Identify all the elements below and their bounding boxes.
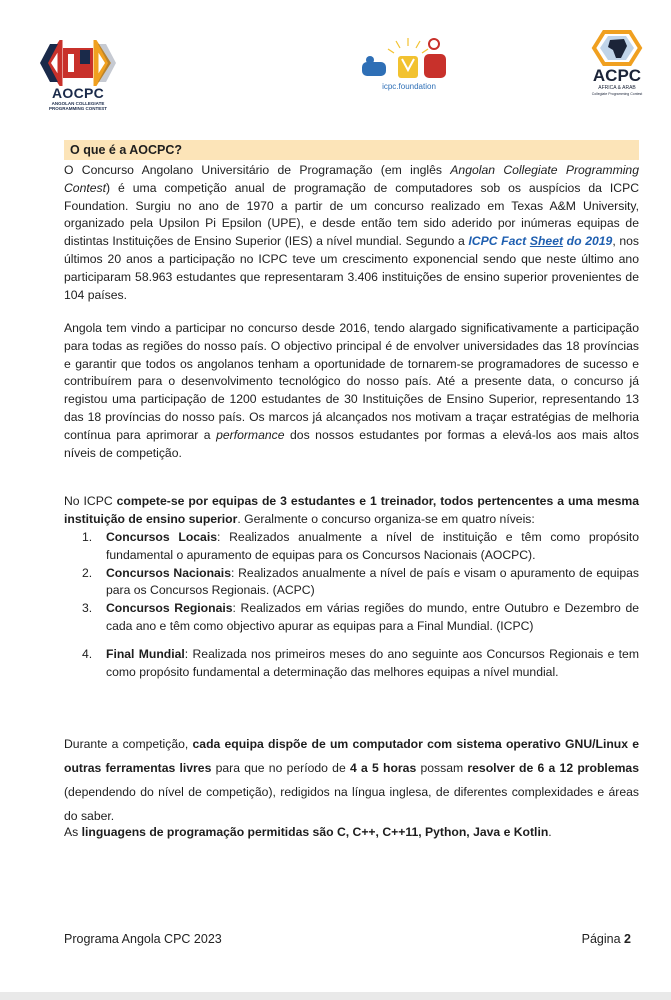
level-title: Concursos Nacionais xyxy=(106,565,231,580)
level-title: Final Mundial xyxy=(106,646,185,661)
text-run: As xyxy=(64,825,82,839)
text-run: . xyxy=(548,825,552,839)
aocpc-logo-line2: PROGRAMMING CONTEST xyxy=(49,106,107,111)
text-run: O Concurso Angolano Universitário de Programação (em inglês xyxy=(64,163,451,177)
level-text: : Realizados anualmente a nível de instituição e têm como propósito fundamental o apuramento de equipas para os Concursos Nacionais (AOCPC). xyxy=(106,530,639,562)
footer-title: Programa Angola CPC 2023 xyxy=(64,932,222,946)
level-title: Concursos Regionais xyxy=(106,601,233,616)
list-item xyxy=(80,600,639,636)
text-run-bold: linguagens de programação permitidas são C, C++, C++11, Python, Java e Kotlin xyxy=(81,825,549,839)
text-run: Angola tem vindo a participar no concurso desde 2016, tendo alargado significativamente a participação para todas as regiões do nosso país. O objectivo principal é de envolver universidades das 18 províncias e garantir que todos os angolanos tenham a oportunidade de tornarem-se programadores de sucesso e contribuírem para o desenvolvimento tecnológico do nosso país. Até a presente data, o concurso já registou uma participação de 1200 estudantes de 30 Instituições de Ensino Superior, representando 13 das 18 províncias do nosso país. Os marcos já alcançados nos motivam a traçar estratégias de melhoria contínua para aprimorar a xyxy=(64,321,639,442)
text-run-italic: performance xyxy=(216,427,285,442)
contest-levels-list xyxy=(80,529,639,681)
acpc-logo-line1: AFRICA & ARAB xyxy=(598,85,636,91)
icpc-fact-sheet-link[interactable]: ICPC Fact Sheet do 2019 xyxy=(468,234,613,249)
aocpc-logo-name: AOCPC xyxy=(51,85,105,101)
aocpc-logo-line1: ANGOLAN COLLEGIATE xyxy=(51,101,105,106)
aocpc-logo xyxy=(28,40,128,112)
list-number: 4. xyxy=(82,646,93,661)
paragraph-angola xyxy=(64,320,639,462)
list-item xyxy=(80,646,639,682)
text-run: para que no período de xyxy=(211,761,350,775)
paragraph-teams xyxy=(64,493,639,529)
paragraph-competition xyxy=(64,732,639,828)
acpc-emblem-icon xyxy=(572,30,662,66)
section-title: O que é a AOCPC? xyxy=(64,140,639,160)
level-text: : Realizada nos primeiros meses do ano seguinte aos Concursos Regionais e tem como propósito fundamental a determinação das melhores equipas a nível mundial. xyxy=(106,646,639,679)
acpc-logo-line2: Collegiate Programming Contest xyxy=(591,92,643,96)
list-item xyxy=(80,529,639,565)
text-run: possam xyxy=(416,761,468,775)
foundation-figures-icon xyxy=(358,32,458,82)
text-run-italic: Angolan Collegiate Programming Contest xyxy=(64,163,639,195)
level-text: : Realizados anualmente a nível de país e visam o apuramento de equipas para os Concursos Regionais. (ACPC) xyxy=(106,565,640,598)
text-run-bold: resolver de 6 a 12 problemas xyxy=(467,761,639,775)
acpc-logo-name: ACPC xyxy=(592,66,642,85)
list-number: 3. xyxy=(82,601,93,616)
acpc-logo xyxy=(572,30,662,100)
text-run-bold: cada equipa dispõe de um computador com sistema operativo GNU/Linux e outras ferramentas livres xyxy=(64,737,639,775)
text-run: (dependendo do nível de competição), redigidos na língua inglesa, de diferentes complexidades e áreas do saber. xyxy=(64,785,639,823)
list-item xyxy=(80,565,639,601)
text-run: Durante a competição, xyxy=(64,737,193,751)
text-run: . Geralmente o concurso organiza-se em quatro níveis: xyxy=(237,511,535,526)
list-number: 1. xyxy=(82,530,93,544)
level-text: : Realizados em várias regiões do mundo, entre Outubro e Dezembro de cada ano e têm como objectivo apurar as equipas para a Final Mundial. (ICPC) xyxy=(106,601,639,633)
footer-page-number: Página 2 xyxy=(581,932,631,946)
icpc-foundation-logo xyxy=(358,32,458,94)
foundation-logo-text: icpc.foundation xyxy=(382,82,436,91)
text-run: No ICPC xyxy=(64,494,117,508)
text-run-bold: compete-se por equipas de 3 estudantes e 1 treinador, todos pertencentes a uma mesma instituição de ensino superior xyxy=(64,494,639,526)
text-run-bold: 4 a 5 horas xyxy=(349,761,417,775)
aocpc-emblem-icon xyxy=(28,40,128,86)
list-number: 2. xyxy=(82,565,93,580)
level-title: Concursos Locais xyxy=(106,530,217,544)
text-run: , nos últimos 20 anos a participação no ICPC teve um crescimento exponencial sendo que neste último ano participaram 58.963 estudantes que representaram 3.406 instituições de ensino superior provenientes de 104 países. xyxy=(64,234,639,302)
text-run: ) é uma competição anual de programação de computadores sob os auspícios da ICPC Foundation. Surgiu no ano de 1970 a partir de um concurso realizado em Texas A&M University, organizado pela Upsilon Pi Epsilon (UPE), e desde então tem sido aderido por inúmeras equipas de distintas Instituições de Ensino Superior (IES) a nível mundial. Segundo a xyxy=(64,180,639,249)
paragraph-intro xyxy=(64,162,639,304)
paragraph-languages xyxy=(64,824,639,842)
text-run: dos nossos estudantes por formas a elevá-los aos mais altos níveis de competição. xyxy=(64,427,639,460)
